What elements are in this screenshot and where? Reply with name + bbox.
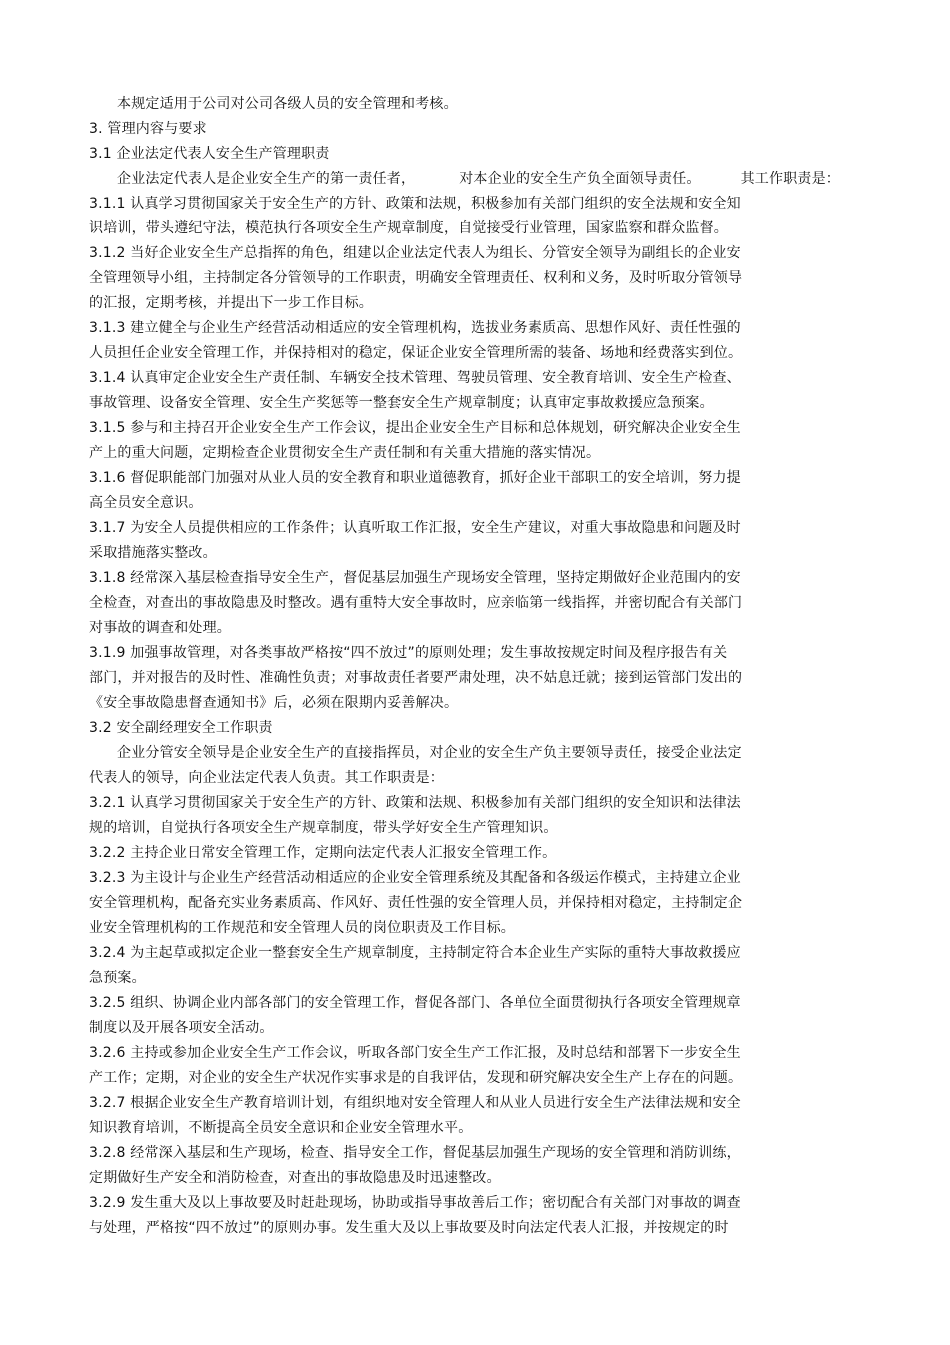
clause-line: 3.1.1 认真学习贯彻国家关于安全生产的方针、政策和法规，积极参加有关部门组织的安全法规和安全知 [89,196,741,212]
clause-line: 与处理，严格按“四不放过”的原则办事。发生重大及以上事故要及时向法定代表人汇报，并按规定的时 [89,1220,729,1236]
clause-line: 3.1.5 参与和主持召开企业安全生产工作会议，提出企业安全生产目标和总体规划，研究解决企业安全生 [89,420,741,436]
clause-line: 人员担任企业安全管理工作，并保持相对的稳定，保证企业安全管理所需的装备、场地和经费落实到位。 [89,345,743,361]
clause-line: 急预案。 [89,970,146,986]
subsection-heading: 3.1 企业法定代表人安全生产管理职责 [89,146,330,162]
clause-line: 3.2.2 主持企业日常安全管理工作，定期向法定代表人汇报安全管理工作。 [89,845,557,861]
clause-line: 3.1.6 督促职能部门加强对从业人员的安全教育和职业道德教育，抓好企业干部职工的安全培训，努力提 [89,470,741,486]
paragraph-line: 本规定适用于公司对公司各级人员的安全管理和考核。 [117,96,458,112]
clause-line: 采取措施落实整改。 [89,545,217,561]
clause-line: 产上的重大问题，定期检查企业贯彻安全生产责任制和有关重大措施的落实情况。 [89,445,601,461]
paragraph-line [117,168,840,190]
section-heading: 3. 管理内容与要求 [89,121,207,137]
clause-line: 3.2.8 经常深入基层和生产现场，检查、指导安全工作，督促基层加强生产现场的安全管理和消防训练， [89,1145,741,1161]
intro-part: 企业法定代表人是企业安全生产的第一责任者， [117,171,416,187]
clause-line: 产工作；定期，对企业的安全生产状况作实事求是的自我评估，发现和研究解决安全生产上存在的问题。 [89,1070,743,1086]
clause-line: 3.2.1 认真学习贯彻国家关于安全生产的方针、政策和法规、积极参加有关部门组织的安全知识和法律法 [89,795,741,811]
paragraph-line: 代表人的领导，向企业法定代表人负责。其工作职责是： [89,770,444,786]
clause-line: 业安全管理机构的工作规范和安全管理人员的岗位职责及工作目标。 [89,920,515,936]
clause-line: 3.1.2 当好企业安全生产总指挥的角色，组建以企业法定代表人为组长、分管安全领导为副组长的企业安 [89,245,741,261]
clause-line: 对事故的调查和处理。 [89,620,231,636]
clause-line: 的汇报，定期考核，并提出下一步工作目标。 [89,295,373,311]
clause-line: 规的培训，自觉执行各项安全生产规章制度，带头学好安全生产管理知识。 [89,820,558,836]
clause-line: 制度以及开展各项安全活动。 [89,1020,274,1036]
clause-line: 识培训，带头遵纪守法，模范执行各项安全生产规章制度，自觉接受行业管理，国家监察和群众监督。 [89,220,728,236]
clause-line: 3.1.8 经常深入基层检查指导安全生产，督促基层加强生产现场安全管理，坚持定期做好企业范围内的安 [89,570,741,586]
clause-line: 部门，并对报告的及时性、准确性负责；对事故责任者要严肃处理，决不姑息迁就；接到运管部门发出的 [89,670,743,686]
clause-line: 知识教育培训，不断提高全员安全意识和企业安全管理水平。 [89,1120,473,1136]
clause-line: 3.2.7 根据企业安全生产教育培训计划，有组织地对安全管理人和从业人员进行安全生产法律法规和安全 [89,1095,741,1111]
clause-line: 安全管理机构，配备充实业务素质高、作风好、责任性强的安全管理人员，并保持相对稳定，主持制定企 [89,895,743,911]
clause-line: 3.1.7 为安全人员提供相应的工作条件；认真听取工作汇报，安全生产建议，对重大事故隐患和问题及时 [89,520,741,536]
clause-line: 3.2.6 主持或参加企业安全生产工作会议，听取各部门安全生产工作汇报，及时总结和部署下一步安全生 [89,1045,741,1061]
subsection-heading: 3.2 安全副经理安全工作职责 [89,720,273,736]
clause-line: 《安全事故隐患督查通知书》后，必须在限期内妥善解决。 [89,695,459,711]
clause-line: 全检查，对查出的事故隐患及时整改。遇有重特大安全事故时，应亲临第一线指挥，并密切配合有关部门 [89,595,743,611]
clause-line: 高全员安全意识。 [89,495,203,511]
paragraph-line: 企业分管安全领导是企业安全生产的直接指挥员，对企业的安全生产负主要领导责任，接受企业法定 [117,745,742,761]
clause-line: 3.2.3 为主设计与企业生产经营活动相适应的企业安全管理系统及其配备和各级运作模式，主持建立企业 [89,870,741,886]
clause-line: 3.1.4 认真审定企业安全生产责任制、车辆安全技术管理、驾驶员管理、安全教育培训、安全生产检查、 [89,370,741,386]
intro-part: 对本企业的安全生产负全面领导责任。 [459,171,701,187]
clause-line: 全管理领导小组，主持制定各分管领导的工作职责，明确安全管理责任、权利和义务，及时听取分管领导 [89,270,743,286]
clause-line: 定期做好生产安全和消防检查，对查出的事故隐患及时迅速整改。 [89,1170,501,1186]
intro-part: 其工作职责是： [740,171,841,187]
clause-line: 3.1.9 加强事故管理，对各类事故严格按“四不放过”的原则处理；发生事故按规定时间及程序报告有关 [89,645,728,661]
clause-line: 3.2.9 发生重大及以上事故要及时赶赴现场，协助或指导事故善后工作；密切配合有关部门对事故的调查 [89,1195,741,1211]
clause-line: 3.1.3 建立健全与企业生产经营活动相适应的安全管理机构，选拔业务素质高、思想作风好、责任性强的 [89,320,741,336]
clause-line: 事故管理、设备安全管理、安全生产奖惩等一整套安全生产规章制度；认真审定事故救援应急预案。 [89,395,714,411]
clause-line: 3.2.5 组织、协调企业内部各部门的安全管理工作，督促各部门、各单位全面贯彻执行各项安全管理规章 [89,995,741,1011]
clause-line: 3.2.4 为主起草或拟定企业一整套安全生产规章制度，主持制定符合本企业生产实际的重特大事故救援应 [89,945,741,961]
